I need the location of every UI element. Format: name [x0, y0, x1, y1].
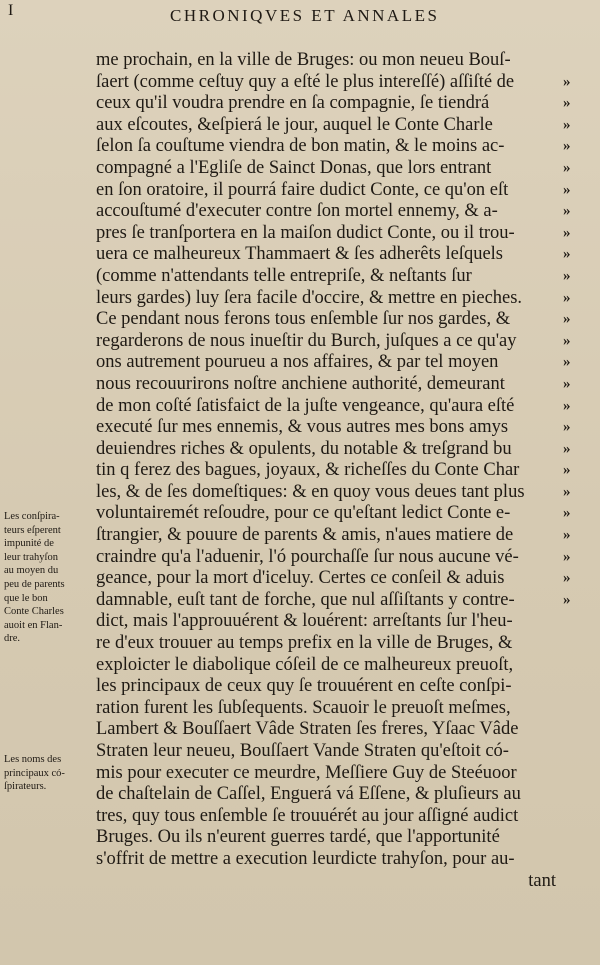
side-note-line: dre. [4, 633, 21, 645]
text-line: tin q ferez des bagues, joyaux, & richeſſes du Conte Char [96, 460, 520, 481]
text-line: de chaſtelain de Caſſel, Enguerá vá Eſſene, & pluſieurs au [96, 784, 521, 805]
quote-mark: » [563, 483, 571, 500]
side-note-conspirators-hope [4, 510, 92, 646]
quote-mark: » [563, 289, 571, 306]
side-note-line: au moyen du [4, 565, 59, 577]
quote-mark: » [563, 332, 571, 349]
quote-mark: » [563, 527, 571, 544]
side-note-line: leur trahyſon [4, 551, 58, 563]
side-note-line: Les noms des [4, 754, 62, 765]
quote-mark: » [563, 311, 571, 328]
text-line: leurs gardes) luy ſera facile d'occire, & mettre en pieches. [96, 287, 523, 308]
text-line: regarderons de nous inueſtir du Burch, juſques a ce qu'ay [96, 330, 517, 351]
side-note-line: peu de parents [4, 578, 65, 590]
running-header: CHRONIQVES ET ANNALES [170, 6, 440, 25]
text-line: craindre qu'a l'aduenir, l'ó pourchaſſe ſur nous aucune vé- [96, 546, 519, 567]
text-line: aux eſcoutes, &eſpierá le jour, auquel le Conte Charle [96, 114, 493, 135]
text-line: ons autrement pourueu a nos affaires, & par tel moyen [96, 352, 499, 373]
quote-mark: » [563, 73, 571, 90]
quotation-marks-column [563, 50, 595, 611]
text-line: deuiendres riches & opulents, du notable & treſgrand bu [96, 438, 512, 459]
quote-mark: » [563, 95, 571, 112]
text-line: les, & de ſes domeſtiques: & en quoy vous deues tant plus [96, 481, 525, 502]
side-note-line: que le bon [4, 592, 48, 604]
text-line: geance, pour la mort d'iceluy. Certes ce conſeil & aduis [96, 568, 505, 589]
text-line: pres ſe tranſportera en la maiſon dudict Conte, ou il trou- [96, 222, 515, 243]
side-note-line: teurs eſperent [4, 524, 61, 536]
side-note-line: Les conſpira- [4, 511, 60, 522]
text-line: tant [528, 870, 556, 891]
text-line: uera ce malheureux Thammaert & ſes adherêts leſquels [96, 244, 503, 265]
text-line: Ce pendant nous ferons tous enſemble ſur nos gardes, & [96, 309, 511, 330]
quote-mark [563, 50, 595, 72]
text-line: re d'eux trouuer au temps prefix en la ville de Bruges, & [96, 633, 513, 654]
main-text-block [96, 50, 566, 892]
page-folio: I [8, 2, 14, 19]
text-line: me prochain, en la ville de Bruges: ou mon neueu Bouſ- [96, 50, 511, 70]
text-line: en ſon oratoire, il pourrá faire dudict Conte, ce qu'on eſt [96, 179, 509, 200]
quote-mark: » [563, 224, 571, 241]
text-line: (comme n'attendants telle entrepriſe, & neſtants ſur [96, 265, 472, 286]
quote-mark: » [563, 419, 571, 436]
text-line: ceux qu'il voudra prendre en ſa compagnie, ſe tiendrá [96, 93, 490, 114]
side-note-names-of-conspirators [4, 753, 92, 794]
text-line: dict, mais l'approuuérent & louérent: arreſtants ſur l'heu- [96, 611, 513, 632]
quote-mark: » [563, 267, 571, 284]
quote-mark: » [563, 570, 571, 587]
text-line: s'offrit de mettre a execution leurdicte trahyſon, pour au- [96, 848, 515, 869]
side-note-line: ſpirateurs. [4, 781, 47, 793]
text-line: executé ſur mes ennemis, & vous autres mes bons amys [96, 417, 509, 438]
quote-mark: » [563, 505, 571, 522]
text-line: ſaert (comme ceſtuy quy a eſté le plus intereſſé) aſſiſté de [96, 71, 515, 92]
quote-mark: » [563, 246, 571, 263]
quote-mark: » [563, 181, 571, 198]
text-line: voluntairemét reſoudre, pour ce qu'eſtant ledict Conte e- [96, 503, 511, 524]
text-line: Lambert & Bouſſaert Vâde Straten ſes freres, Yſaac Vâde [96, 719, 519, 740]
text-line: mis pour executer ce meurdre, Meſſiere Guy de Steéuoor [96, 762, 517, 783]
text-line: compagné a l'Egliſe de Sainct Donas, que lors entrant [96, 157, 492, 178]
text-line: ſtrangier, & pouure de parents & amis, n'aues matiere de [96, 525, 514, 546]
text-line: damnable, euſt tant de forche, que nul aſſiſtants y contre- [96, 589, 515, 610]
text-line: ſelon ſa couſtume viendra de bon matin, & le moins ac- [96, 136, 505, 157]
quote-mark: » [563, 462, 571, 479]
quote-mark: » [563, 591, 571, 608]
text-line: accouſtumé d'executer contre ſon mortel ennemy, & a- [96, 201, 498, 222]
quote-mark: » [563, 203, 571, 220]
text-line: ration furent les ſubſequents. Scauoir le preuoſt meſmes, [96, 697, 511, 718]
side-note-line: principaux có- [4, 767, 65, 779]
text-line: tres, quy tous enſemble ſe trouuérét au jour aſſigné audict [96, 805, 519, 826]
text-line: Straten leur neueu, Bouſſaert Vande Straten qu'eſtoit có- [96, 741, 509, 761]
side-note-line: impunité de [4, 538, 54, 550]
side-note-line: Conte Charles [4, 606, 64, 618]
text-line: Bruges. Ou ils n'eurent guerres tardé, que l'apportunité [96, 827, 500, 848]
quote-mark: » [563, 354, 571, 371]
quote-mark: » [563, 116, 571, 133]
quote-mark: » [563, 440, 571, 457]
text-line: nous recouurirons noſtre anchiene authorité, demeurant [96, 373, 505, 394]
side-note-line: auoit en Flan- [4, 619, 63, 631]
text-line: de mon coſté ſatisfaict de la juſte vengeance, qu'aura eſté [96, 395, 515, 416]
quote-mark: » [563, 397, 571, 414]
text-line: exploicter le diabolique cóſeil de ce malheureux preuoſt, [96, 654, 514, 675]
quote-mark: » [563, 375, 571, 392]
quote-mark: » [563, 159, 571, 176]
quote-mark: » [563, 138, 571, 155]
text-line: les principaux de ceux quy ſe trouuérent en ceſte conſpi- [96, 676, 512, 697]
quote-mark: » [563, 548, 571, 565]
